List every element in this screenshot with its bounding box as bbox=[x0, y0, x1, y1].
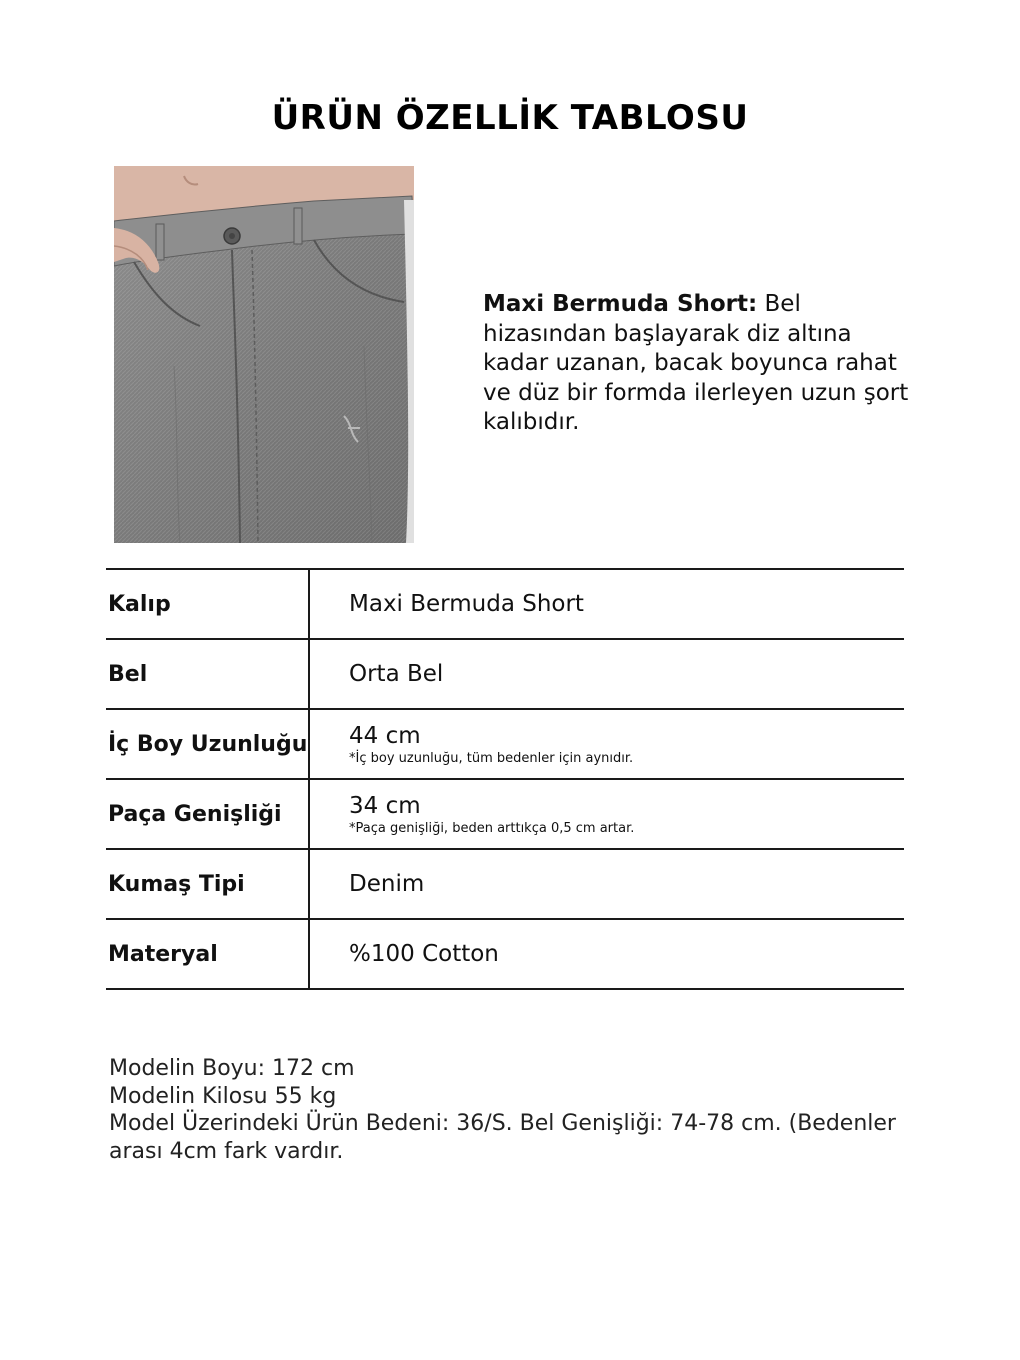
description-term: Maxi Bermuda Short: bbox=[483, 291, 758, 317]
spec-row-kumas bbox=[106, 849, 904, 919]
spec-value-cell bbox=[309, 849, 904, 919]
spec-value: Denim bbox=[349, 871, 425, 897]
model-size: Model Üzerindeki Ürün Bedeni: 36/S. Bel Genişliği: 74-78 cm. (Bedenler arası 4cm fark vardır. bbox=[109, 1111, 896, 1164]
spec-label: Paça Genişliği bbox=[106, 779, 309, 849]
spec-note: *Paça genişliği, beden arttıkça 0,5 cm artar. bbox=[349, 820, 635, 836]
spec-row-materyal bbox=[106, 919, 904, 989]
spec-label: Kalıp bbox=[106, 569, 309, 639]
spec-value: %100 Cotton bbox=[349, 941, 499, 967]
spec-value-cell bbox=[309, 569, 904, 639]
spec-value: 34 cm bbox=[349, 792, 421, 819]
spec-value-cell bbox=[309, 919, 904, 989]
spec-value: 44 cm bbox=[349, 722, 421, 749]
spec-row-bel bbox=[106, 639, 904, 709]
spec-value: Maxi Bermuda Short bbox=[349, 591, 584, 617]
description-text: Bel hizasından başlayarak diz altına kadar uzanan, bacak boyunca rahat ve düz bir formda ilerleyen uzun şort kalıbıdır. bbox=[483, 291, 909, 435]
spec-note: *İç boy uzunluğu, tüm bedenler için aynıdır. bbox=[349, 750, 634, 766]
spec-label: Materyal bbox=[106, 919, 309, 989]
spec-row-kalip bbox=[106, 569, 904, 639]
model-height: Modelin Boyu: 172 cm bbox=[109, 1056, 355, 1081]
spec-table bbox=[106, 568, 904, 990]
product-description bbox=[483, 290, 923, 438]
spec-row-paca bbox=[106, 779, 904, 849]
spec-value-cell bbox=[309, 639, 904, 709]
product-photo-illustration bbox=[114, 166, 414, 543]
spec-label: İç Boy Uzunluğu bbox=[106, 709, 309, 779]
model-info bbox=[109, 1055, 909, 1165]
spec-label: Bel bbox=[106, 639, 309, 709]
spec-value-cell bbox=[309, 779, 904, 849]
product-photo bbox=[114, 166, 414, 543]
model-weight: Modelin Kilosu 55 kg bbox=[109, 1083, 337, 1109]
spec-row-ic-boy bbox=[106, 709, 904, 779]
spec-value: Orta Bel bbox=[349, 661, 444, 687]
spec-label: Kumaş Tipi bbox=[106, 849, 309, 919]
spec-value-cell bbox=[309, 709, 904, 779]
page-title: ÜRÜN ÖZELLİK TABLOSU bbox=[271, 98, 749, 138]
